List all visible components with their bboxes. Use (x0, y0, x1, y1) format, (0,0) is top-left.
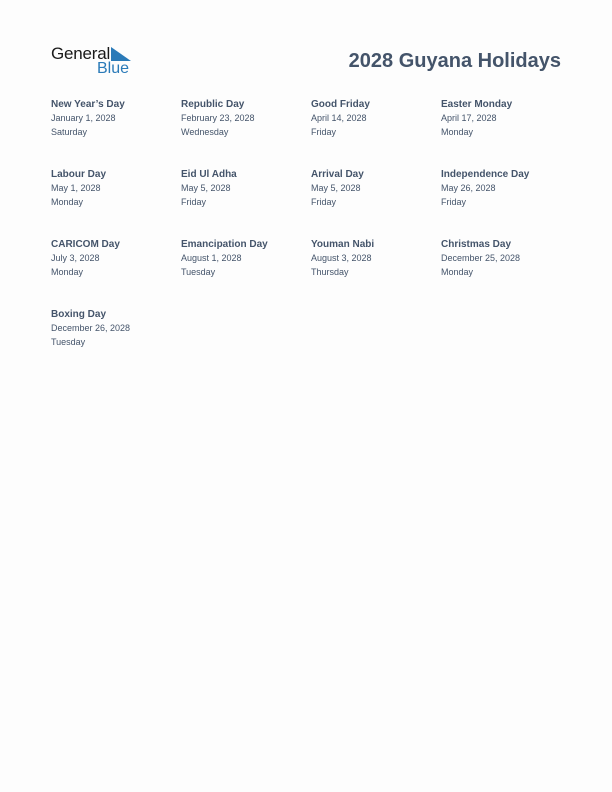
logo-text-general: General (51, 44, 111, 63)
holiday-grid (51, 98, 571, 378)
holiday-item (311, 168, 441, 238)
holiday-item (181, 168, 311, 238)
holiday-date: July 3, 2028 (51, 253, 100, 263)
holiday-weekday: Tuesday (51, 336, 86, 347)
holiday-date: August 1, 2028 (181, 253, 242, 263)
holiday-name: Republic Day (181, 99, 245, 110)
holiday-name: Emancipation Day (181, 239, 268, 250)
holiday-date: April 17, 2028 (441, 113, 497, 123)
holiday-weekday: Friday (181, 196, 207, 207)
holiday-weekday: Monday (441, 266, 474, 277)
holiday-item (51, 168, 181, 238)
holiday-date: December 25, 2028 (441, 253, 521, 263)
holiday-weekday: Thursday (311, 266, 349, 277)
holiday-weekday: Monday (51, 196, 84, 207)
holiday-name: Arrival Day (311, 169, 364, 180)
logo-text-blue: Blue (97, 60, 130, 77)
holiday-item (51, 238, 181, 308)
holiday-weekday: Monday (51, 266, 84, 277)
holiday-name: Easter Monday (441, 99, 513, 110)
holiday-date: February 23, 2028 (181, 113, 255, 123)
holiday-weekday: Wednesday (181, 126, 229, 137)
holiday-item (181, 98, 311, 168)
holiday-date: December 26, 2028 (51, 323, 131, 333)
holiday-item (441, 98, 571, 168)
holiday-name: Youman Nabi (311, 239, 375, 250)
holiday-name: CARICOM Day (51, 239, 120, 250)
holiday-item (51, 98, 181, 168)
holiday-weekday: Tuesday (181, 266, 216, 277)
holiday-weekday: Monday (441, 126, 474, 137)
holiday-name: Good Friday (311, 99, 370, 110)
holiday-date: April 14, 2028 (311, 113, 367, 123)
holiday-date: May 26, 2028 (441, 183, 496, 193)
holiday-item (441, 168, 571, 238)
holiday-item (311, 98, 441, 168)
holiday-weekday: Friday (311, 126, 337, 137)
page-title: 2028 Guyana Holidays (348, 50, 561, 72)
holiday-weekday: Saturday (51, 126, 88, 137)
holiday-date: August 3, 2028 (311, 253, 372, 263)
holiday-item (441, 238, 571, 308)
holiday-name: Christmas Day (441, 239, 512, 250)
holiday-name: Independence Day (441, 169, 530, 180)
holiday-date: May 5, 2028 (311, 183, 361, 193)
holiday-date: May 1, 2028 (51, 183, 101, 193)
holiday-weekday: Friday (311, 196, 337, 207)
holiday-date: January 1, 2028 (51, 113, 116, 123)
holiday-name: Boxing Day (51, 309, 107, 320)
holiday-name: Labour Day (51, 169, 107, 180)
holiday-name: New Year’s Day (51, 99, 125, 110)
holiday-item (51, 308, 181, 378)
logo (51, 44, 141, 78)
holiday-date: May 5, 2028 (181, 183, 231, 193)
holiday-name: Eid Ul Adha (181, 169, 237, 180)
holiday-weekday: Friday (441, 196, 467, 207)
holiday-item (181, 238, 311, 308)
holiday-item (311, 238, 441, 308)
